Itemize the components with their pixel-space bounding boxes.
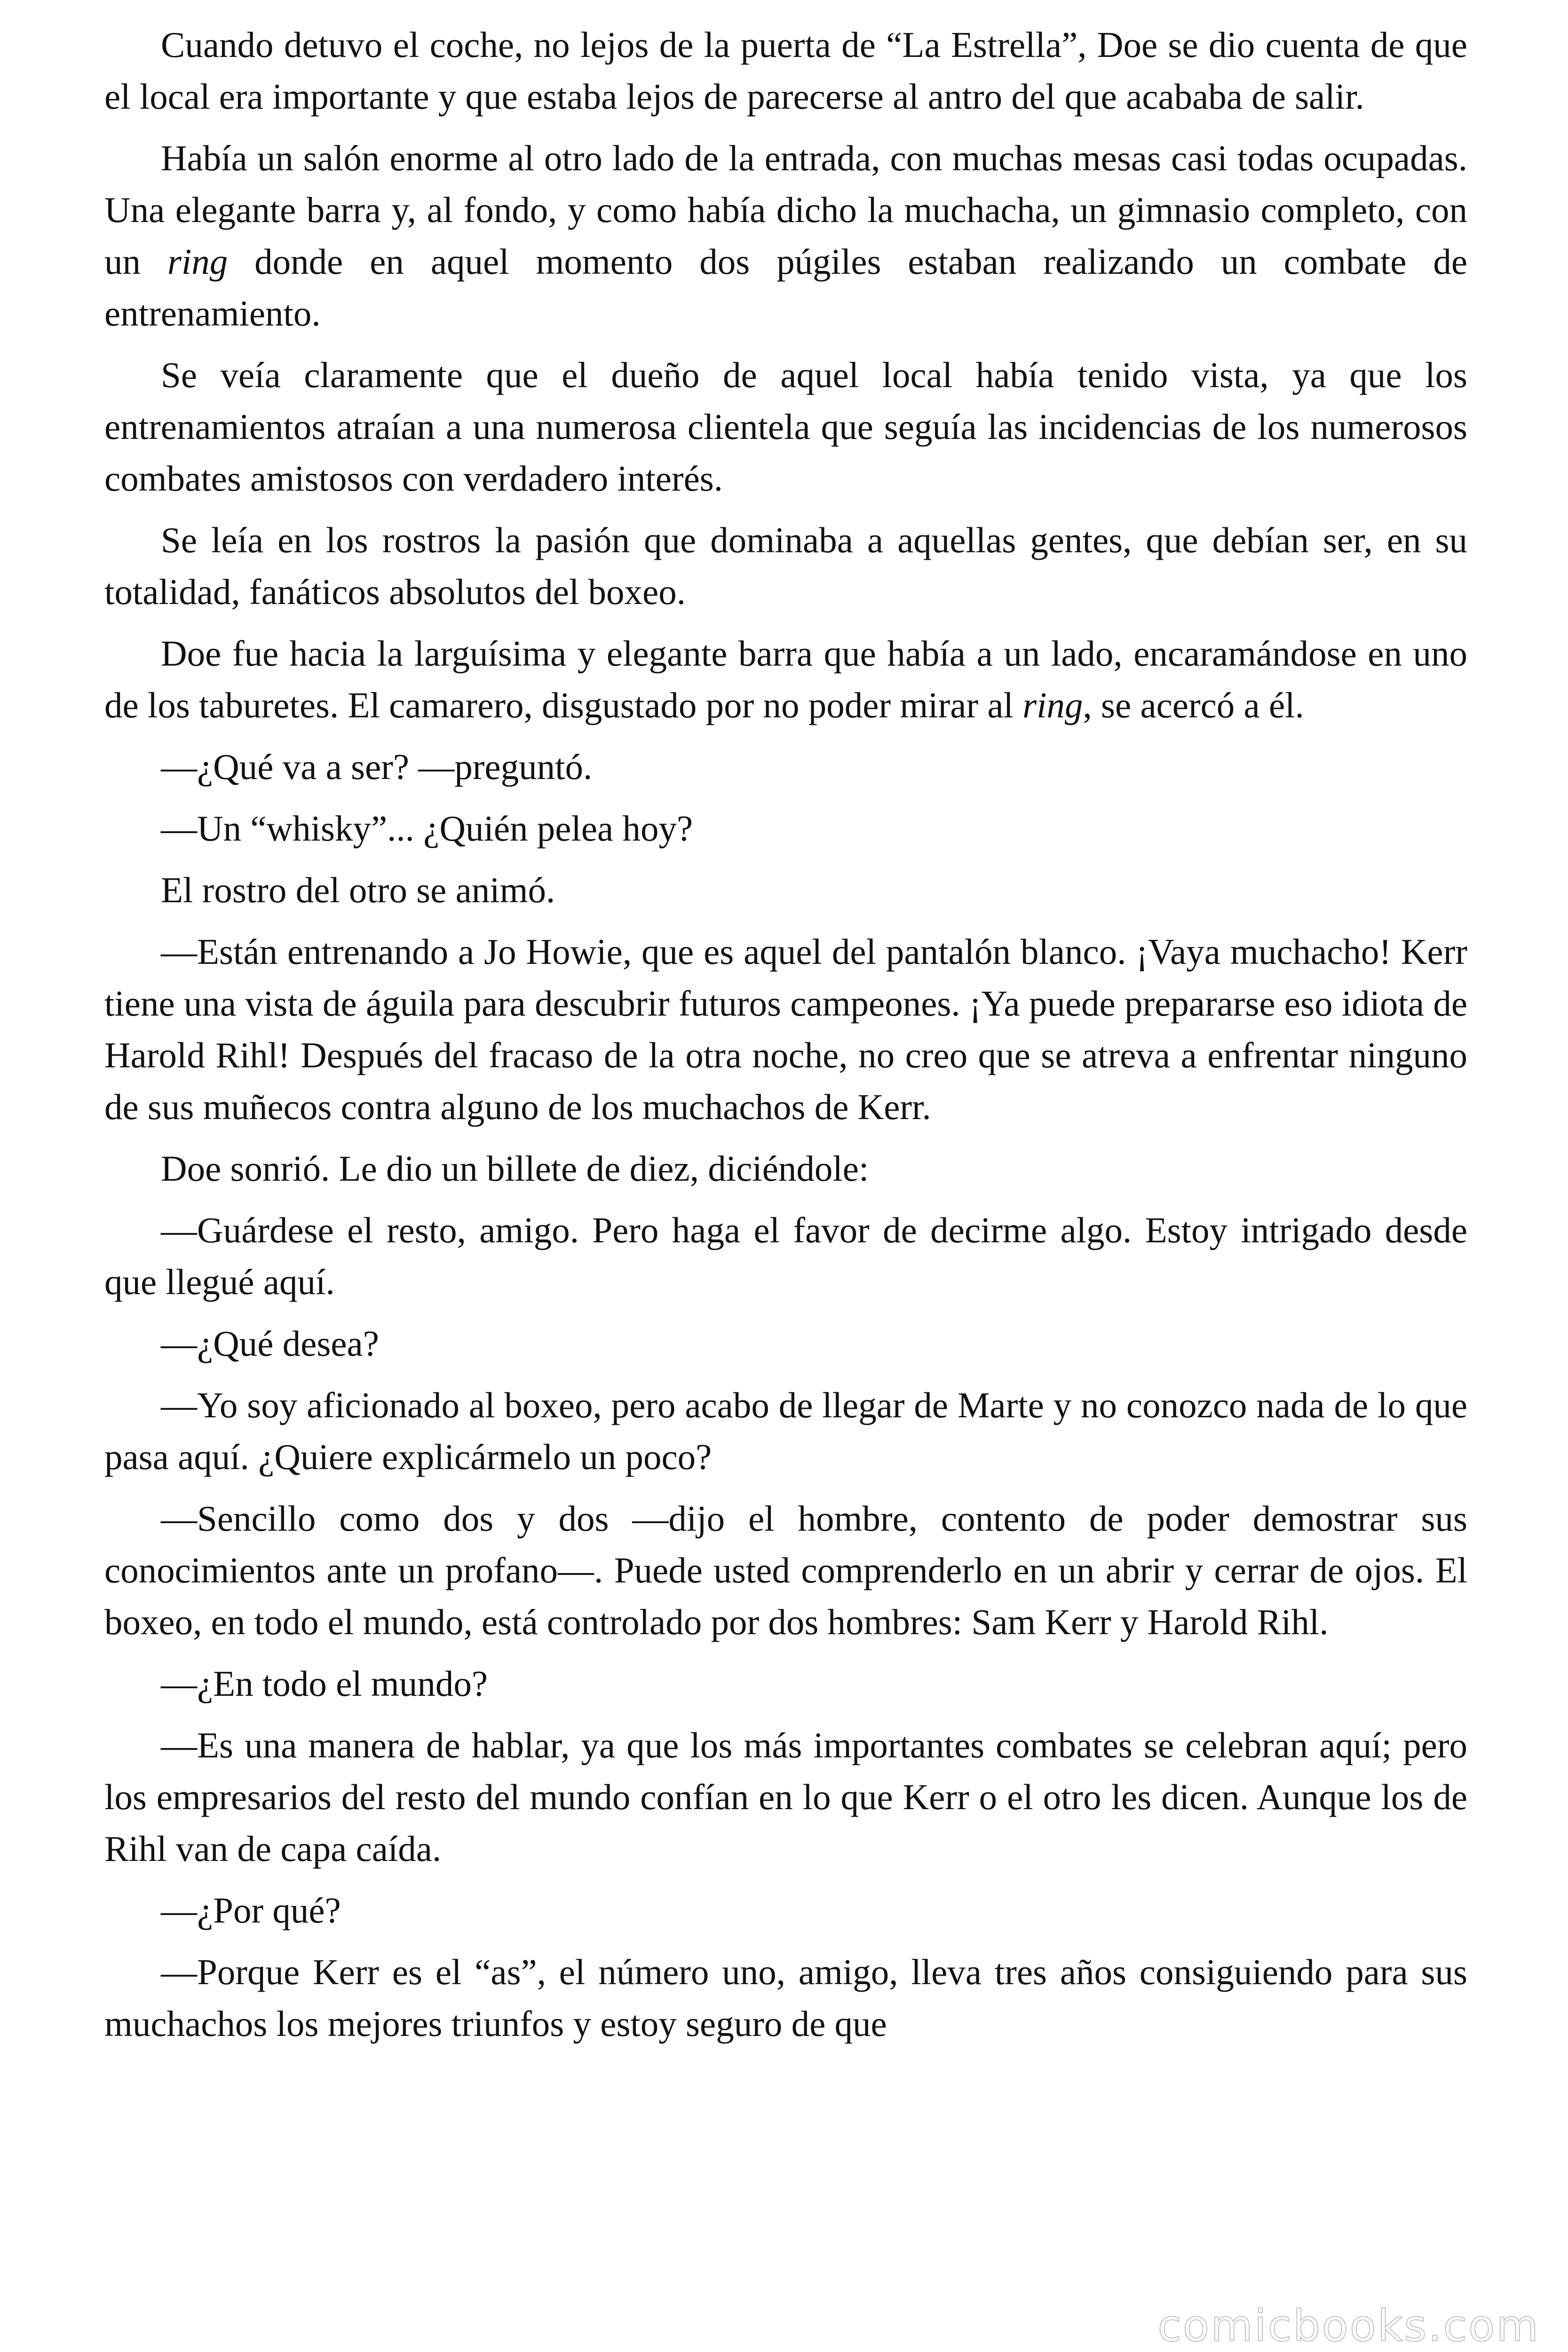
- watermark-logo: comicbooks.com: [1157, 2301, 1540, 2351]
- paragraph: [104, 926, 1467, 1133]
- paragraph: [104, 1493, 1467, 1648]
- paragraph-text: —¿Por qué?: [161, 1890, 341, 1931]
- paragraph-text: —Es una manera de hablar, ya que los más importantes combates se celebran aquí; pero los empresarios del resto del mundo confían en lo que Kerr o el otro les dicen. Aunque los de Rihl van de capa caída.: [104, 1725, 1467, 1869]
- paragraph: [104, 628, 1467, 731]
- paragraph: [104, 1204, 1467, 1308]
- paragraph-text: Doe fue hacia la larguísima y elegante barra que había a un lado, encaramándose en uno de los taburetes. El camarero, disgustado por no poder mirar al: [104, 633, 1467, 725]
- paragraph: [104, 19, 1467, 122]
- paragraph: [104, 1946, 1467, 2050]
- paragraph: [104, 132, 1467, 339]
- paragraph: [104, 1379, 1467, 1483]
- paragraph: [104, 1719, 1467, 1875]
- paragraph: [104, 741, 1467, 793]
- paragraph-text: Cuando detuvo el coche, no lejos de la puerta de “La Estrella”, Doe se dio cuenta de que el local era importante y que estaba lejos de parecerse al antro del que acababa de salir.: [104, 24, 1467, 117]
- paragraph: [104, 803, 1467, 854]
- paragraph-text: donde en aquel momento dos púgiles estaban realizando un combate de entrenamiento.: [104, 241, 1468, 334]
- paragraph-text: —Están entrenando a Jo Howie, que es aquel del pantalón blanco. ¡Vaya muchacho! Kerr tiene una vista de águila para descubrir futuros campeones. ¡Ya puede prepararse eso idiota de Harold Rihl! Después del fracaso de la otra noche, no creo que se atreva a enfrentar ninguno de sus muñecos contra alguno de los muchachos de Kerr.: [104, 931, 1467, 1127]
- paragraph-text: —Sencillo como dos y dos —dijo el hombre, contento de poder demostrar sus conocimientos ante un profano—. Puede usted comprenderlo en un abrir y cerrar de ojos. El boxeo, en todo el mundo, está controlado por dos hombres: Sam Kerr y Harold Rihl.: [104, 1498, 1467, 1642]
- paragraph-text: —¿Qué desea?: [161, 1323, 379, 1364]
- paragraph-text: —Yo soy aficionado al boxeo, pero acabo de llegar de Marte y no conozco nada de lo que pasa aquí. ¿Quiere explicármelo un poco?: [104, 1385, 1467, 1477]
- italic-text: ring: [167, 241, 228, 282]
- paragraph-text: Había un salón enorme al otro lado de la entrada, con muchas mesas casi todas ocupadas. Una elegante barra y, al fondo, y como había dicho la muchacha, un gimnasio completo, con un: [104, 138, 1467, 282]
- paragraph-text: —Un “whisky”... ¿Quién pelea hoy?: [161, 808, 693, 849]
- paragraph-text: —¿Qué va a ser? —preguntó.: [161, 747, 593, 787]
- paragraph: [104, 1318, 1467, 1369]
- paragraph-text: Doe sonrió. Le dio un billete de diez, diciéndole:: [161, 1148, 869, 1189]
- paragraph-text: , se acercó a él.: [1083, 685, 1304, 725]
- paragraph-text: El rostro del otro se animó.: [161, 870, 555, 910]
- paragraph: [104, 1658, 1467, 1709]
- paragraph: [104, 514, 1467, 618]
- paragraph-text: —¿En todo el mundo?: [161, 1663, 488, 1704]
- paragraph-text: Se veía claramente que el dueño de aquel local había tenido vista, ya que los entrenamientos atraían a una numerosa clientela que seguía las incidencias de los numerosos combates amistosos con verdadero interés.: [104, 355, 1467, 499]
- paragraph: [104, 349, 1467, 504]
- paragraph: [104, 1884, 1467, 1936]
- paragraph: [104, 864, 1467, 916]
- paragraph-text: —Guárdese el resto, amigo. Pero haga el favor de decirme algo. Estoy intrigado desde que llegué aquí.: [104, 1210, 1467, 1302]
- paragraph: [104, 1143, 1467, 1194]
- italic-text: ring: [1022, 685, 1083, 725]
- paragraph-text: —Porque Kerr es el “as”, el número uno, amigo, lleva tres años consiguiendo para sus muchachos los mejores triunfos y estoy seguro de que: [104, 1952, 1467, 2044]
- book-page-text: [104, 19, 1467, 2059]
- paragraph-text: Se leía en los rostros la pasión que dominaba a aquellas gentes, que debían ser, en su totalidad, fanáticos absolutos del boxeo.: [104, 520, 1467, 612]
